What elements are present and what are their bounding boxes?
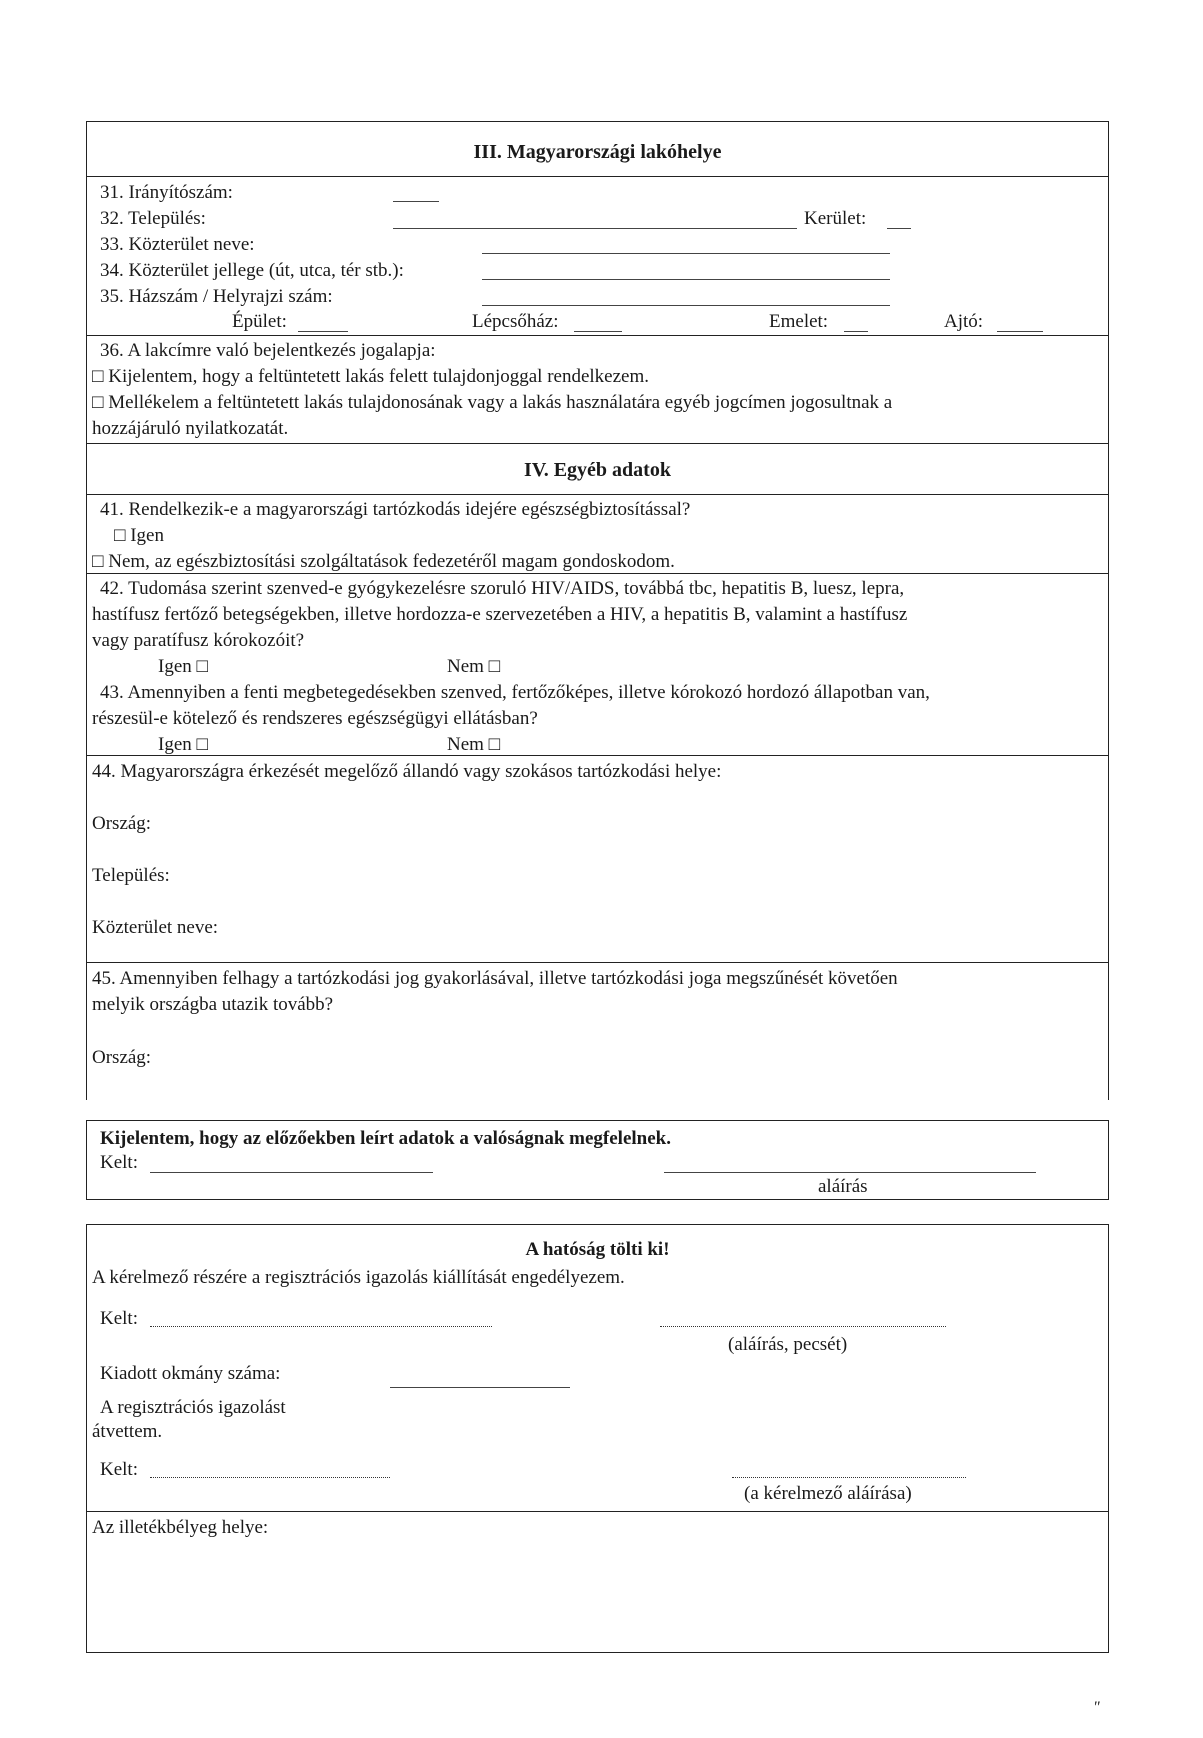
q31-label: 31. Irányítószám:: [100, 182, 233, 203]
floor-field[interactable]: [844, 331, 868, 332]
q42-line-3: vagy paratífusz kórokozóit?: [92, 630, 305, 651]
q36-label: 36. A lakcímre való bejelentkezés jogalapja:: [100, 340, 436, 361]
declaration-signature-field[interactable]: [664, 1172, 1036, 1173]
q44-label: 44. Magyarországra érkezését megelőző állandó vagy szokásos tartózkodási helye:: [92, 761, 722, 782]
received-line-1: A regisztrációs igazolást: [100, 1397, 286, 1418]
applicant-signature-label: (a kérelmező aláírása): [744, 1483, 912, 1504]
district-label: Kerület:: [804, 208, 867, 229]
door-label: Ajtó:: [944, 311, 984, 332]
floor-label: Emelet:: [769, 311, 829, 332]
authority-date-field[interactable]: [150, 1326, 492, 1327]
house-number-field[interactable]: [482, 305, 890, 306]
received-line-2: átvettem.: [92, 1421, 163, 1442]
declaration-box: [86, 1120, 1109, 1200]
doc-number-field[interactable]: [390, 1387, 570, 1388]
divider: [87, 1511, 1108, 1512]
receipt-date-label: Kelt:: [100, 1459, 138, 1480]
q41-yes-option[interactable]: □ Igen: [114, 525, 164, 546]
q42-line-2: hastífusz fertőző betegségekben, illetve hordozza-e szervezetében a HIV, a hepatitis B, valamint a hastífusz: [92, 604, 908, 625]
city-field[interactable]: [393, 228, 797, 229]
q41-label: 41. Rendelkezik-e a magyarországi tartózkodás idejére egészségbiztosítással?: [100, 499, 691, 520]
declaration-signature-label: aláírás: [818, 1176, 868, 1197]
authority-title: A hatóság tölti ki!: [525, 1239, 670, 1260]
q45-line-1: 45. Amennyiben felhagy a tartózkodási jog gyakorlásával, illetve tartózkodási joga megszűnését követően: [92, 968, 898, 989]
authority-date-label: Kelt:: [100, 1308, 138, 1329]
q43-no-option[interactable]: Nem □: [447, 734, 501, 755]
authority-approve-text: A kérelmező részére a regisztrációs igazolás kiállítását engedélyezem.: [92, 1267, 625, 1288]
q45-country-label: Ország:: [92, 1047, 152, 1068]
q34-label: 34. Közterület jellege (út, utca, tér stb.):: [100, 260, 404, 281]
divider: [87, 176, 1108, 177]
staircase-label: Lépcsőház:: [472, 311, 559, 332]
q44-street-label: Közterület neve:: [92, 917, 219, 938]
main-form-box: [86, 121, 1109, 1100]
q44-city-label: Település:: [92, 865, 170, 886]
q32-label: 32. Település:: [100, 208, 206, 229]
street-type-field[interactable]: [482, 279, 890, 280]
footer-mark: ": [1093, 1699, 1100, 1716]
staircase-field[interactable]: [574, 331, 622, 332]
q42-yes-option[interactable]: Igen □: [158, 656, 208, 677]
door-field[interactable]: [997, 331, 1043, 332]
q35-label: 35. Házszám / Helyrajzi szám:: [100, 286, 333, 307]
postcode-field[interactable]: [393, 201, 439, 202]
q33-label: 33. Közterület neve:: [100, 234, 255, 255]
q42-no-option[interactable]: Nem □: [447, 656, 501, 677]
divider: [87, 755, 1108, 756]
building-field[interactable]: [298, 331, 348, 332]
authority-signature-field[interactable]: [660, 1326, 946, 1327]
q43-line-1: 43. Amennyiben a fenti megbetegedésekben szenved, fertőzőképes, illetve kórokozó hordozó állapotban van,: [100, 682, 930, 703]
section-4-title: IV. Egyéb adatok: [524, 459, 671, 481]
declaration-title: Kijelentem, hogy az előzőekben leírt adatok a valóságnak megfelelnek.: [100, 1128, 671, 1149]
q36-option-owner[interactable]: □ Kijelentem, hogy a feltüntetett lakás felett tulajdonjoggal rendelkezem.: [92, 366, 650, 387]
q43-line-2: részesül-e kötelező és rendszeres egészségügyi ellátásban?: [92, 708, 538, 729]
divider: [87, 962, 1108, 963]
authority-signature-label: (aláírás, pecsét): [728, 1334, 848, 1355]
q45-line-2: melyik országba utazik tovább?: [92, 994, 334, 1015]
stamp-place-label: Az illetékbélyeg helye:: [92, 1517, 269, 1538]
receipt-date-field[interactable]: [150, 1477, 390, 1478]
street-name-field[interactable]: [482, 253, 890, 254]
q41-no-option[interactable]: □ Nem, az egészbiztosítási szolgáltatások fedezetéről magam gondoskodom.: [92, 551, 675, 572]
divider: [87, 335, 1108, 336]
q42-line-1: 42. Tudomása szerint szenved-e gyógykezelésre szoruló HIV/AIDS, továbbá tbc, hepatitis B, luesz, lepra,: [100, 578, 905, 599]
divider: [87, 443, 1108, 444]
q43-yes-option[interactable]: Igen □: [158, 734, 208, 755]
divider: [87, 573, 1108, 574]
doc-number-label: Kiadott okmány száma:: [100, 1363, 281, 1384]
divider: [87, 494, 1108, 495]
district-field[interactable]: [887, 228, 911, 229]
building-label: Épület:: [232, 311, 287, 332]
q36-option-consent-cont: hozzájáruló nyilatkozatát.: [92, 418, 289, 439]
applicant-signature-field[interactable]: [732, 1477, 966, 1478]
q44-country-label: Ország:: [92, 813, 152, 834]
authority-box: [86, 1224, 1109, 1653]
declaration-date-field[interactable]: [150, 1172, 433, 1173]
section-3-title: III. Magyarországi lakóhelye: [473, 141, 722, 163]
q36-option-consent[interactable]: □ Mellékelem a feltüntetett lakás tulajdonosának vagy a lakás használatára egyéb jogcímen jogosultnak a: [92, 392, 893, 413]
declaration-date-label: Kelt:: [100, 1152, 138, 1173]
